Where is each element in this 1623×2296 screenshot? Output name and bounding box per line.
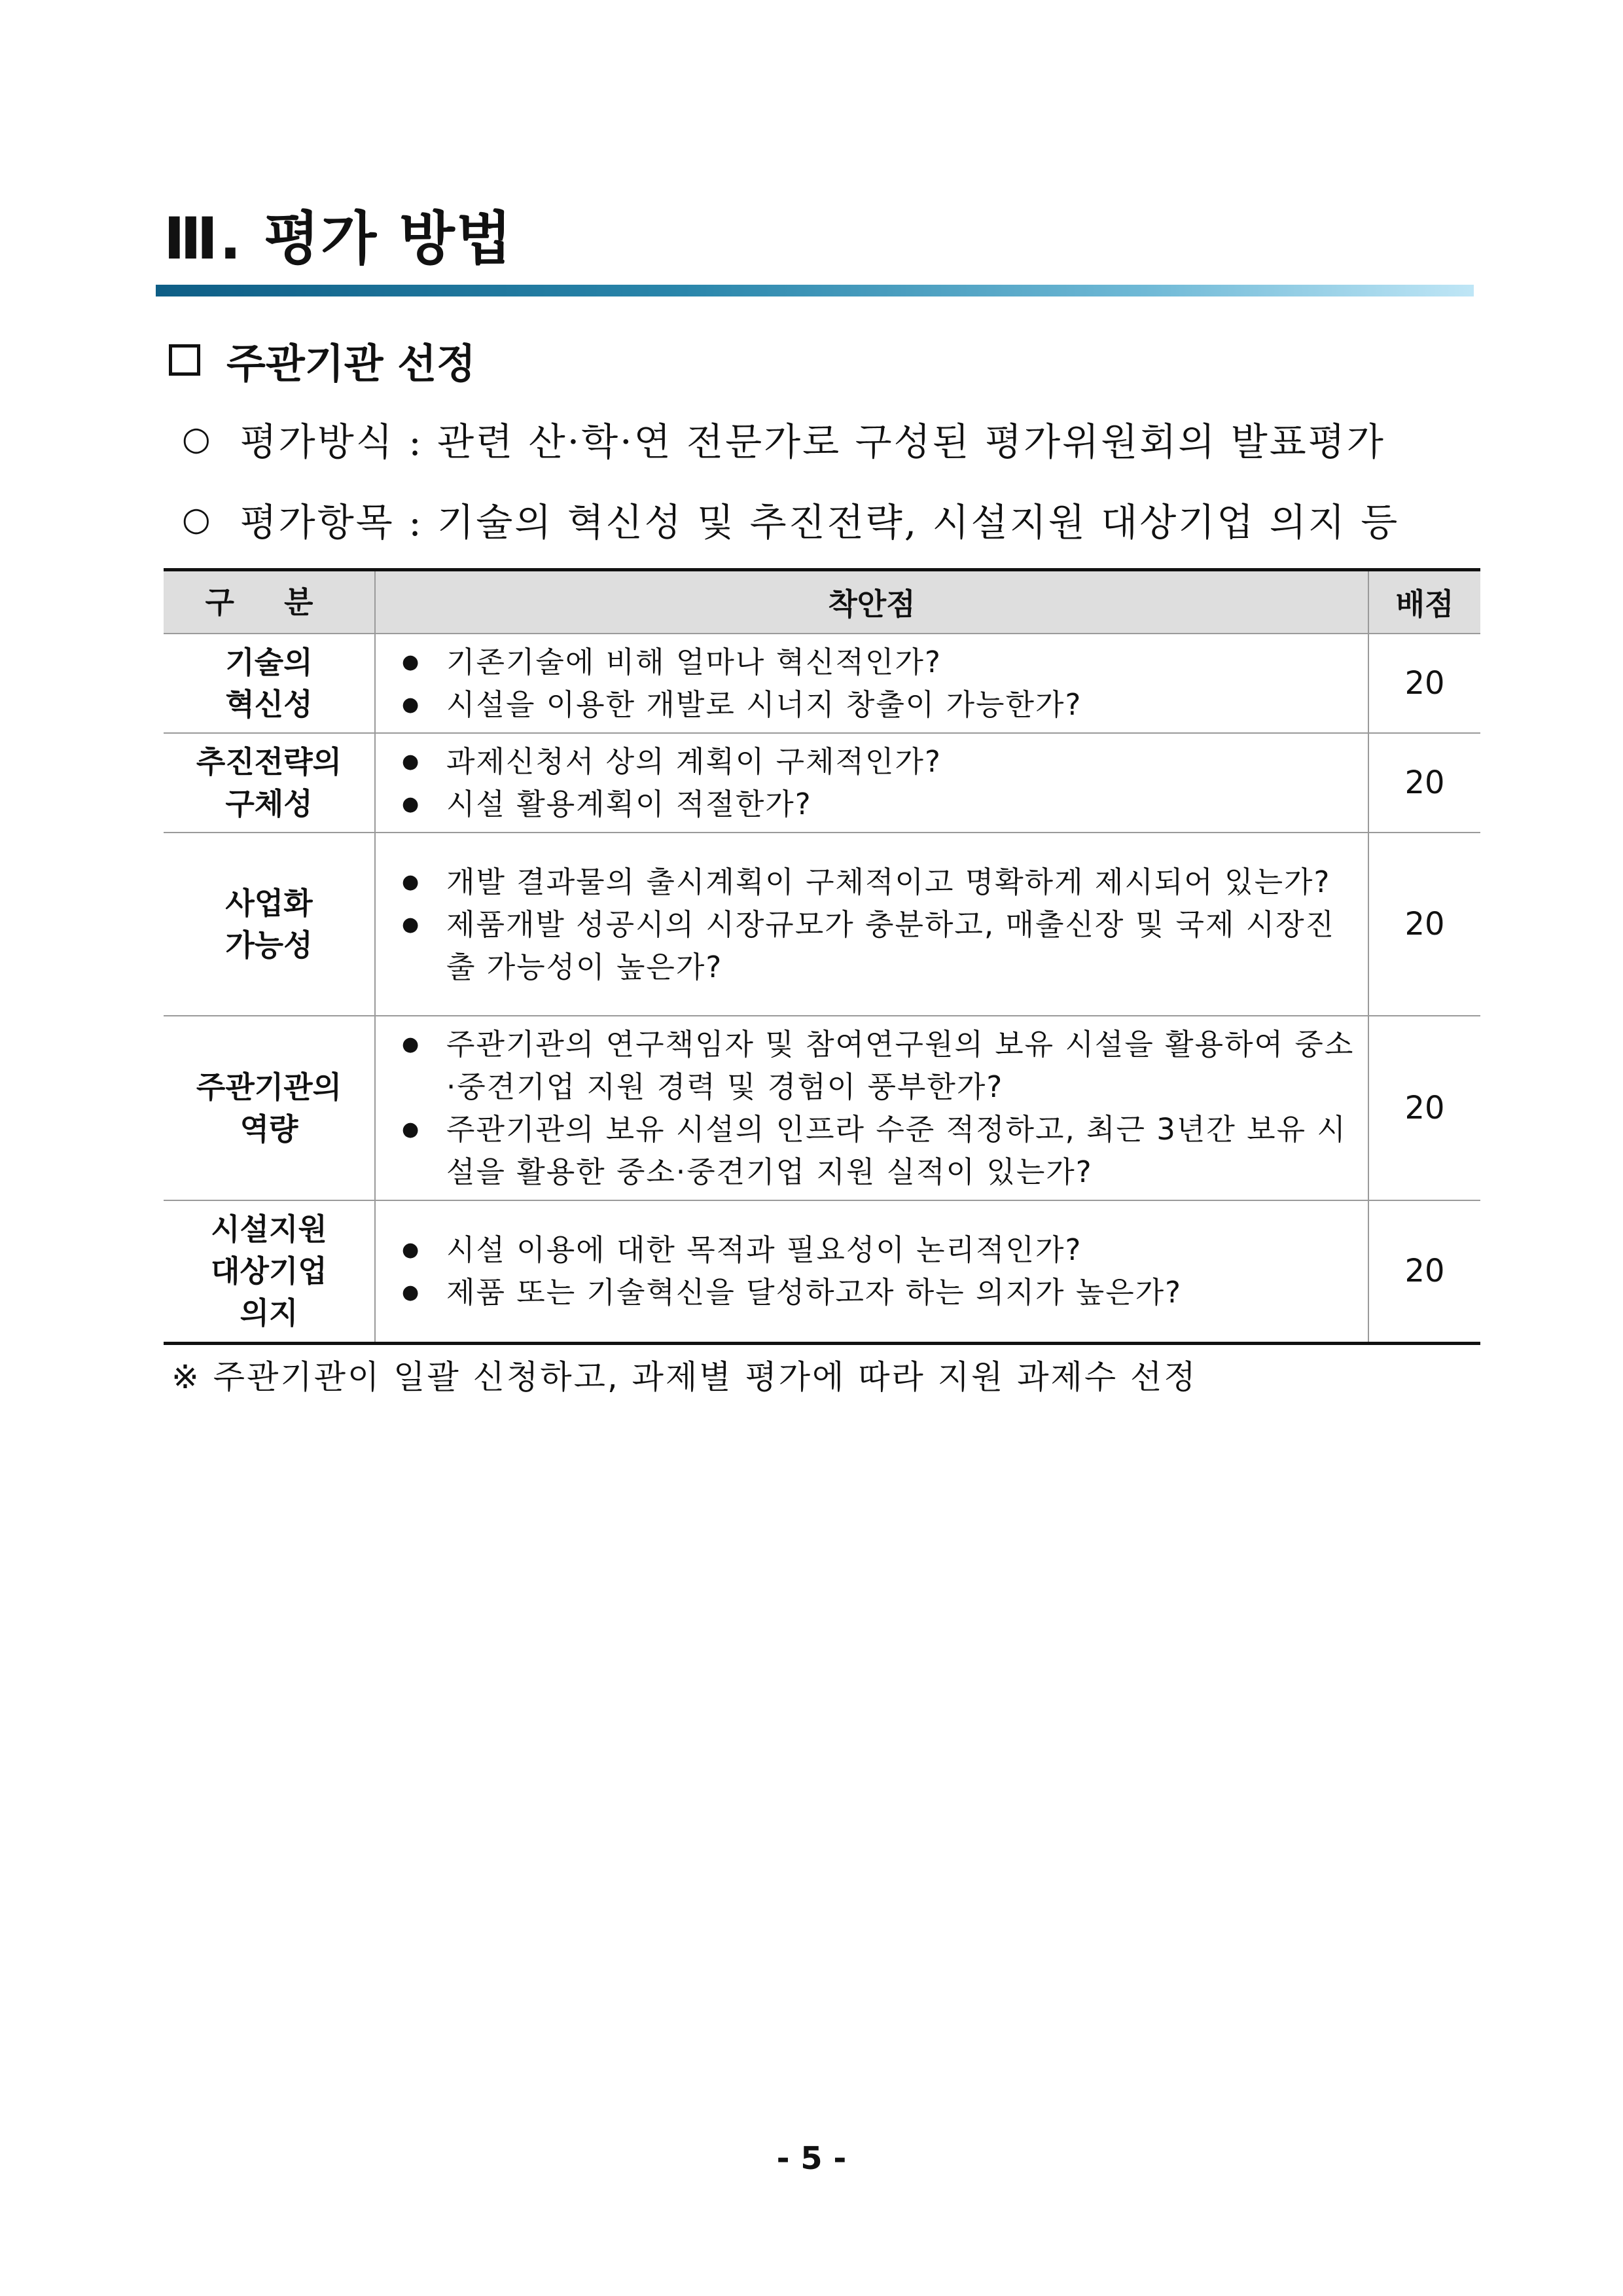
- row-score: 20: [1368, 833, 1480, 1016]
- row-score: 20: [1368, 733, 1480, 833]
- evaluation-items-text: 평가항목 : 기술의 혁신성 및 추진전략, 시설지원 대상기업 의지 등: [240, 500, 1400, 545]
- row-category: [164, 833, 375, 1016]
- category-line: 기술의: [225, 645, 313, 680]
- row-score: 20: [1368, 634, 1480, 733]
- category-line: 대상기업: [211, 1253, 327, 1289]
- table-footnote: ※ 주관기관이 일괄 신청하고, 과제별 평가에 따라 지원 과제수 선정: [171, 1358, 1198, 1396]
- row-category: [164, 1016, 375, 1200]
- table-row: [164, 833, 1480, 1016]
- category-line: 추진전략의: [196, 744, 342, 780]
- row-focus-points: [375, 1200, 1368, 1343]
- category-line: 구체성: [225, 786, 313, 821]
- focus-point-item: ● 기존기술에 비해 얼마나 혁신적인가?: [402, 641, 1355, 683]
- circle-bullet-icon: ○: [182, 500, 213, 538]
- category-line: 사업화: [225, 886, 313, 921]
- focus-point-item: ● 주관기관의 연구책임자 및 참여연구원의 보유 시설을 활용하여 중소·중견기업 지원 경력 및 경험이 풍부한가?: [402, 1023, 1355, 1108]
- header-score: 배점: [1368, 570, 1480, 634]
- row-focus-points: [375, 634, 1368, 733]
- category-line: 시설지원: [211, 1211, 327, 1247]
- row-category: [164, 634, 375, 733]
- category-line: 가능성: [225, 927, 313, 963]
- focus-point-item: ● 과제신청서 상의 계획이 구체적인가?: [402, 740, 1355, 783]
- table-row: [164, 1200, 1480, 1343]
- focus-point-item: ● 제품 또는 기술혁신을 달성하고자 하는 의지가 높은가?: [402, 1271, 1355, 1314]
- focus-point-item: ● 개발 결과물의 출시계획이 구체적이고 명확하게 제시되어 있는가?: [402, 861, 1355, 903]
- evaluation-criteria-table: [164, 568, 1480, 1345]
- section-title: 주관기관 선정: [226, 339, 476, 387]
- table-row: [164, 634, 1480, 733]
- title-underline-bar: [156, 285, 1474, 296]
- category-line: 의지: [240, 1295, 298, 1331]
- section-heading: [169, 327, 476, 393]
- header-focus-points: 착안점: [375, 570, 1368, 634]
- category-line: 혁신성: [225, 687, 313, 722]
- page-number: - 5 -: [776, 2140, 847, 2177]
- focus-point-item: ● 시설을 이용한 개발로 시너지 창출이 가능한가?: [402, 683, 1355, 726]
- row-score: 20: [1368, 1200, 1480, 1343]
- header-category: 구 분: [164, 570, 375, 634]
- circle-bullet-icon: ○: [182, 420, 213, 457]
- table-row: [164, 733, 1480, 833]
- evaluation-items-line: [182, 486, 1399, 552]
- row-focus-points: [375, 733, 1368, 833]
- chapter-title: Ⅲ. 평가 방법: [164, 205, 513, 272]
- evaluation-method-line: [182, 406, 1385, 471]
- row-category: [164, 733, 375, 833]
- focus-point-item: ● 제품개발 성공시의 시장규모가 충분하고, 매출신장 및 국제 시장진출 가능성이 높은가?: [402, 903, 1355, 988]
- row-score: 20: [1368, 1016, 1480, 1200]
- table-header-row: [164, 570, 1480, 634]
- evaluation-method-text: 평가방식 : 관련 산·학·연 전문가로 구성된 평가위원회의 발표평가: [240, 420, 1385, 464]
- row-focus-points: [375, 1016, 1368, 1200]
- row-category: [164, 1200, 375, 1343]
- category-line: 역량: [240, 1111, 298, 1147]
- table-row: [164, 1016, 1480, 1200]
- row-focus-points: [375, 833, 1368, 1016]
- focus-point-item: ● 시설 활용계획이 적절한가?: [402, 783, 1355, 825]
- category-line: 주관기관의: [196, 1069, 342, 1105]
- focus-point-item: ● 시설 이용에 대한 목적과 필요성이 논리적인가?: [402, 1229, 1355, 1271]
- focus-point-item: ● 주관기관의 보유 시설의 인프라 수준 적정하고, 최근 3년간 보유 시설을 활용한 중소·중견기업 지원 실적이 있는가?: [402, 1108, 1355, 1193]
- checkbox-square-icon: [169, 344, 200, 376]
